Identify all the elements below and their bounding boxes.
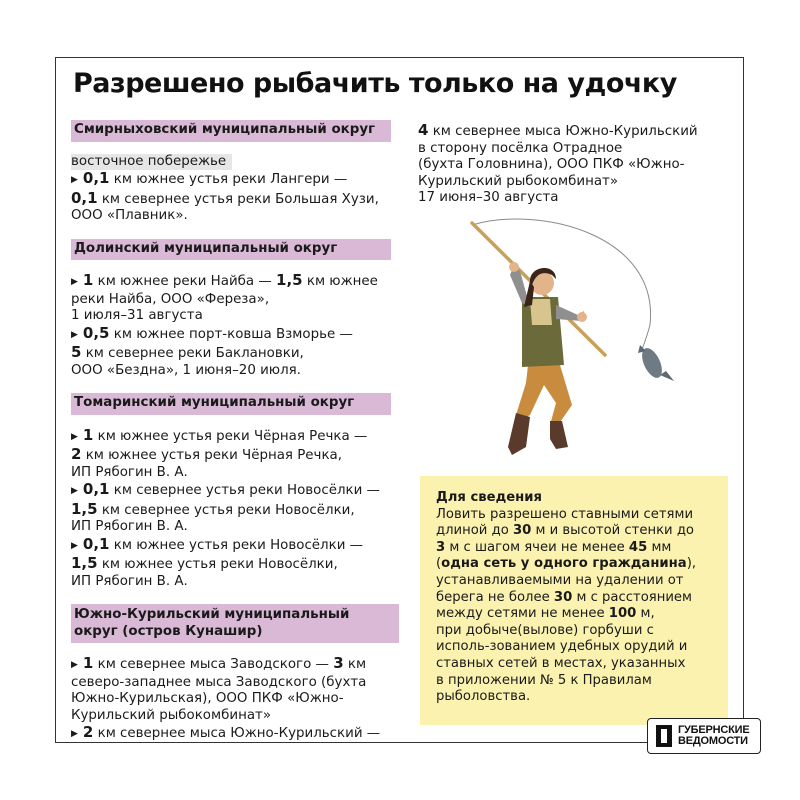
section-heading: Южно-Курильский муниципальный округ (остров Кунашир) [71, 604, 399, 643]
list-item: ▶ 0,1 км южнее устья реки Лангери — 0,1 км севернее устья реки Большая Хузи, ООО «Плавник». [71, 169, 379, 223]
list-item: ▶ 1 км южнее реки Найба — 1,5 км южнее реки Найба, ООО «Фереза», 1 июля–31 августа [71, 271, 378, 323]
section-heading: Смирныховский муниципальный округ [71, 120, 391, 142]
section-subtag: восточное побережье [71, 154, 232, 171]
bullet-triangle-icon: ▶ [71, 540, 78, 551]
right-boot [550, 421, 568, 449]
list-item: ▶ 1 км севернее мыса Заводского — 3 км северо-западнее мыса Заводского (бухта Южно-Курильская), ООО ПКФ «Южно- Курильский рыбокомбинат» [71, 654, 367, 723]
fish-icon [638, 345, 674, 381]
section-dolinsky [71, 239, 401, 380]
list-item: ▶ 2 км севернее мыса Южно-Курильский — [71, 723, 381, 741]
bullet-triangle-icon: ▶ [71, 175, 78, 185]
left-column [71, 120, 401, 758]
info-box: Для сведения Ловить разрешено ставными сетями длиной до 30 м и высотой стенки до 3 м с шагом ячеи не менее 45 мм (одна сеть у одного гражданина), устанавливаемыми на удалении от берега не более 30 м с расстоянием между сетями не менее 100 м, при добыче(вылове) горбуши с исполь-зованием удебных орудий и ставных сетей в местах, указанных в приложении № 5 к Правилам рыболовства. [420, 476, 728, 725]
section-heading: Долинский муниципальный округ [71, 239, 391, 261]
bullet-triangle-icon: ▶ [71, 329, 78, 340]
bullet-triangle-icon: ▶ [71, 431, 78, 442]
list-item: ▶ 0,5 км южнее порт-ковша Взморье — 5 км севернее реки Баклановки, ООО «Бездна», 1 июня–20 июля. [71, 323, 353, 378]
bullet-triangle-icon: ▶ [71, 729, 78, 739]
list-item: ▶ 1 км южнее устья реки Чёрная Речка — 2 км южнее устья реки Чёрная Речка, ИП Рябогин В. А. [71, 425, 368, 480]
fisherman-hand [577, 312, 587, 322]
section-heading: Томаринский муниципальный округ [71, 393, 391, 415]
section-yuzhno-kurilsky [71, 604, 401, 744]
bullet-triangle-icon: ▶ [71, 486, 78, 496]
section-smirnykhovsky [71, 120, 401, 225]
list-item: ▶ 0,1 км севернее устья реки Новосёлки — 1,5 км севернее устья реки Новосёлки, ИП Рябогин В. А. [71, 480, 380, 534]
bullet-triangle-icon: ▶ [71, 277, 78, 287]
section-tomarinsky [71, 393, 401, 590]
right-column-continuation: 4 км севернее мыса Южно-Курильский в сторону посёлка Отрадное (бухта Головнина), ООО ПКФ «Южно- Курильский рыбокомбинат» 17 июня–30 августа [418, 121, 698, 205]
bullet-triangle-icon: ▶ [71, 660, 78, 670]
logo-mark-icon [656, 725, 672, 747]
fisherman-illustration [460, 215, 700, 465]
page-title: Разрешено рыбачить только на удочку [73, 68, 677, 99]
fisherman-shirt [530, 299, 552, 325]
gubernskie-vedomosti-logo: ГУБЕРНСКИЕ ВЕДОМОСТИ [647, 718, 761, 754]
fisherman-hand [509, 262, 519, 272]
fishing-line [472, 219, 651, 350]
left-boot [508, 413, 530, 455]
list-item: ▶ 0,1 км южнее устья реки Новосёлки — 1,5 км южнее устья реки Новосёлки, ИП Рябогин В. А. [71, 534, 364, 589]
info-title: Для сведения [436, 490, 542, 505]
